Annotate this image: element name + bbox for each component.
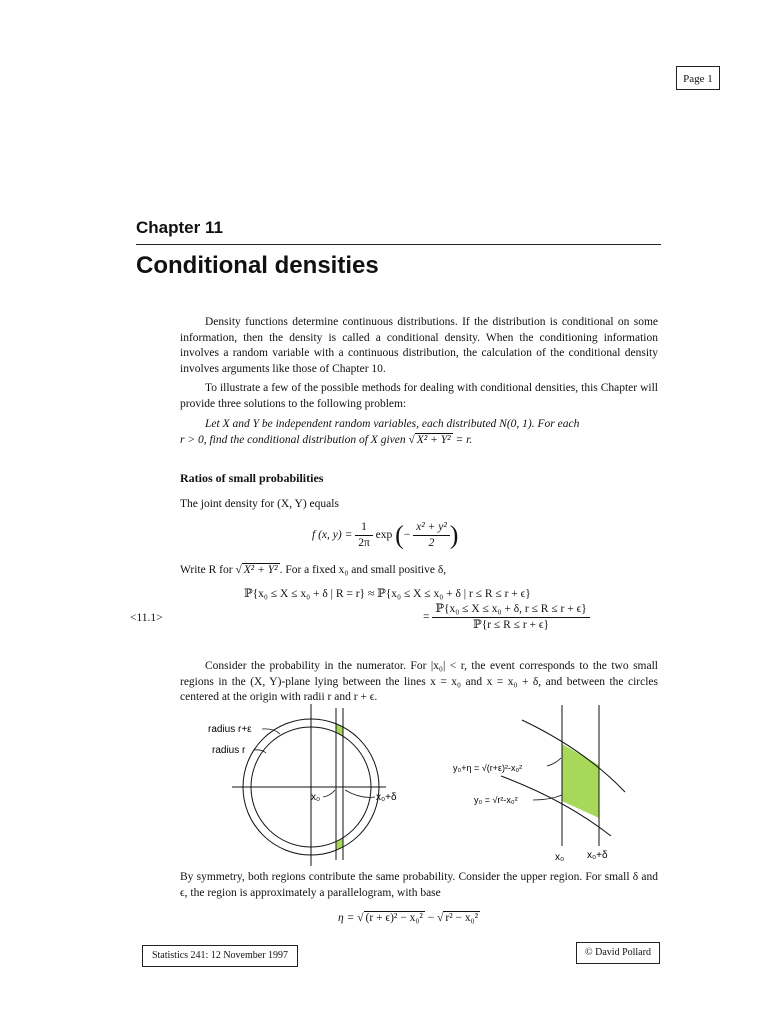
- equation-number: <11.1>: [130, 612, 163, 624]
- lower-curve-label: y₀ = √r²-x₀²: [474, 795, 518, 805]
- equation-11-1-line2: = $\frac{\text{ℙ\{x₀ ≤ X ≤ x₀ + δ, r ≤ R ≤ r + ϵ\}}}{\text{ℙ\{r ≤ R ≤ r + ϵ\}}}$: [423, 602, 590, 633]
- symmetry-paragraph: By symmetry, both regions contribute the same probability. Consider the upper region. For small δ and ϵ, the region is approximately a parallelogram, with base: [180, 871, 658, 899]
- problem-statement: Let X and Y be independent random variables, each distributed N(0, 1). For each r > 0, find the conditional distribution of X given √ X² + Y² = r.: [180, 418, 580, 446]
- x0-label: x₀: [555, 852, 565, 863]
- parallelogram-figure: [445, 700, 645, 870]
- page-number-box: Page 1: [676, 66, 720, 90]
- radius-outer-label: radius r+ε: [208, 724, 252, 735]
- section-heading: Ratios of small probabilities: [180, 471, 324, 485]
- radius-inner-label: radius r: [212, 745, 246, 756]
- joint-density-equation: f (x, y) = $\frac{1}{2\pi}$ exp (− $\frac{\text{x² + y²}}{2}$ ): [312, 520, 459, 550]
- joint-density-text: The joint density for (X, Y) equals: [180, 498, 339, 510]
- equation-11-1-line1: ℙ{x₀ ≤ X ≤ x₀ + δ | R = r} ≈ ℙ{x₀ ≤ X ≤ x₀ + δ | r ≤ R ≤ r + ϵ}: [244, 588, 531, 600]
- upper-curve-label: y₀+η = √(r+ε)²-x₀²: [453, 763, 523, 773]
- intro-paragraph-2: To illustrate a few of the possible methods for dealing with conditional densities, this Chapter will provide three solutions to the following problem:: [180, 382, 658, 410]
- x0-delta-label: x₀+δ: [376, 792, 397, 803]
- footer-copyright: © David Pollard: [576, 942, 660, 964]
- eta-equation: η = √ (r + ϵ)² − x₀² − √ r² − x₀²: [338, 912, 479, 924]
- write-R-text: Write R for √ X² + Y² . For a fixed x₀ and small positive δ,: [180, 564, 447, 576]
- footer-course-date: Statistics 241: 12 November 1997: [142, 945, 298, 967]
- consider-paragraph: Consider the probability in the numerator. For |x₀| < r, the event corresponds to the two small regions in the (X, Y)-plane lying between the lines x = x₀ and x = x₀ + δ, and between the circles centered at the origin with radii r and r + ϵ.: [180, 660, 658, 703]
- chapter-label: Chapter 11: [136, 218, 223, 237]
- circle-figure: [190, 700, 397, 870]
- x0-label: x₀: [311, 792, 321, 803]
- chapter-title: Conditional densities: [136, 252, 379, 279]
- chapter-rule: [136, 244, 661, 245]
- intro-paragraph-1: Density functions determine continuous distributions. If the distribution is conditional on some information, then the density is called a conditional density. When the conditioning information involves a random variable with a continuous distribution, the calculation of the conditional density involves arguments like those of Chapter 10.: [180, 316, 658, 375]
- x0-delta-label: x₀+δ: [587, 850, 608, 861]
